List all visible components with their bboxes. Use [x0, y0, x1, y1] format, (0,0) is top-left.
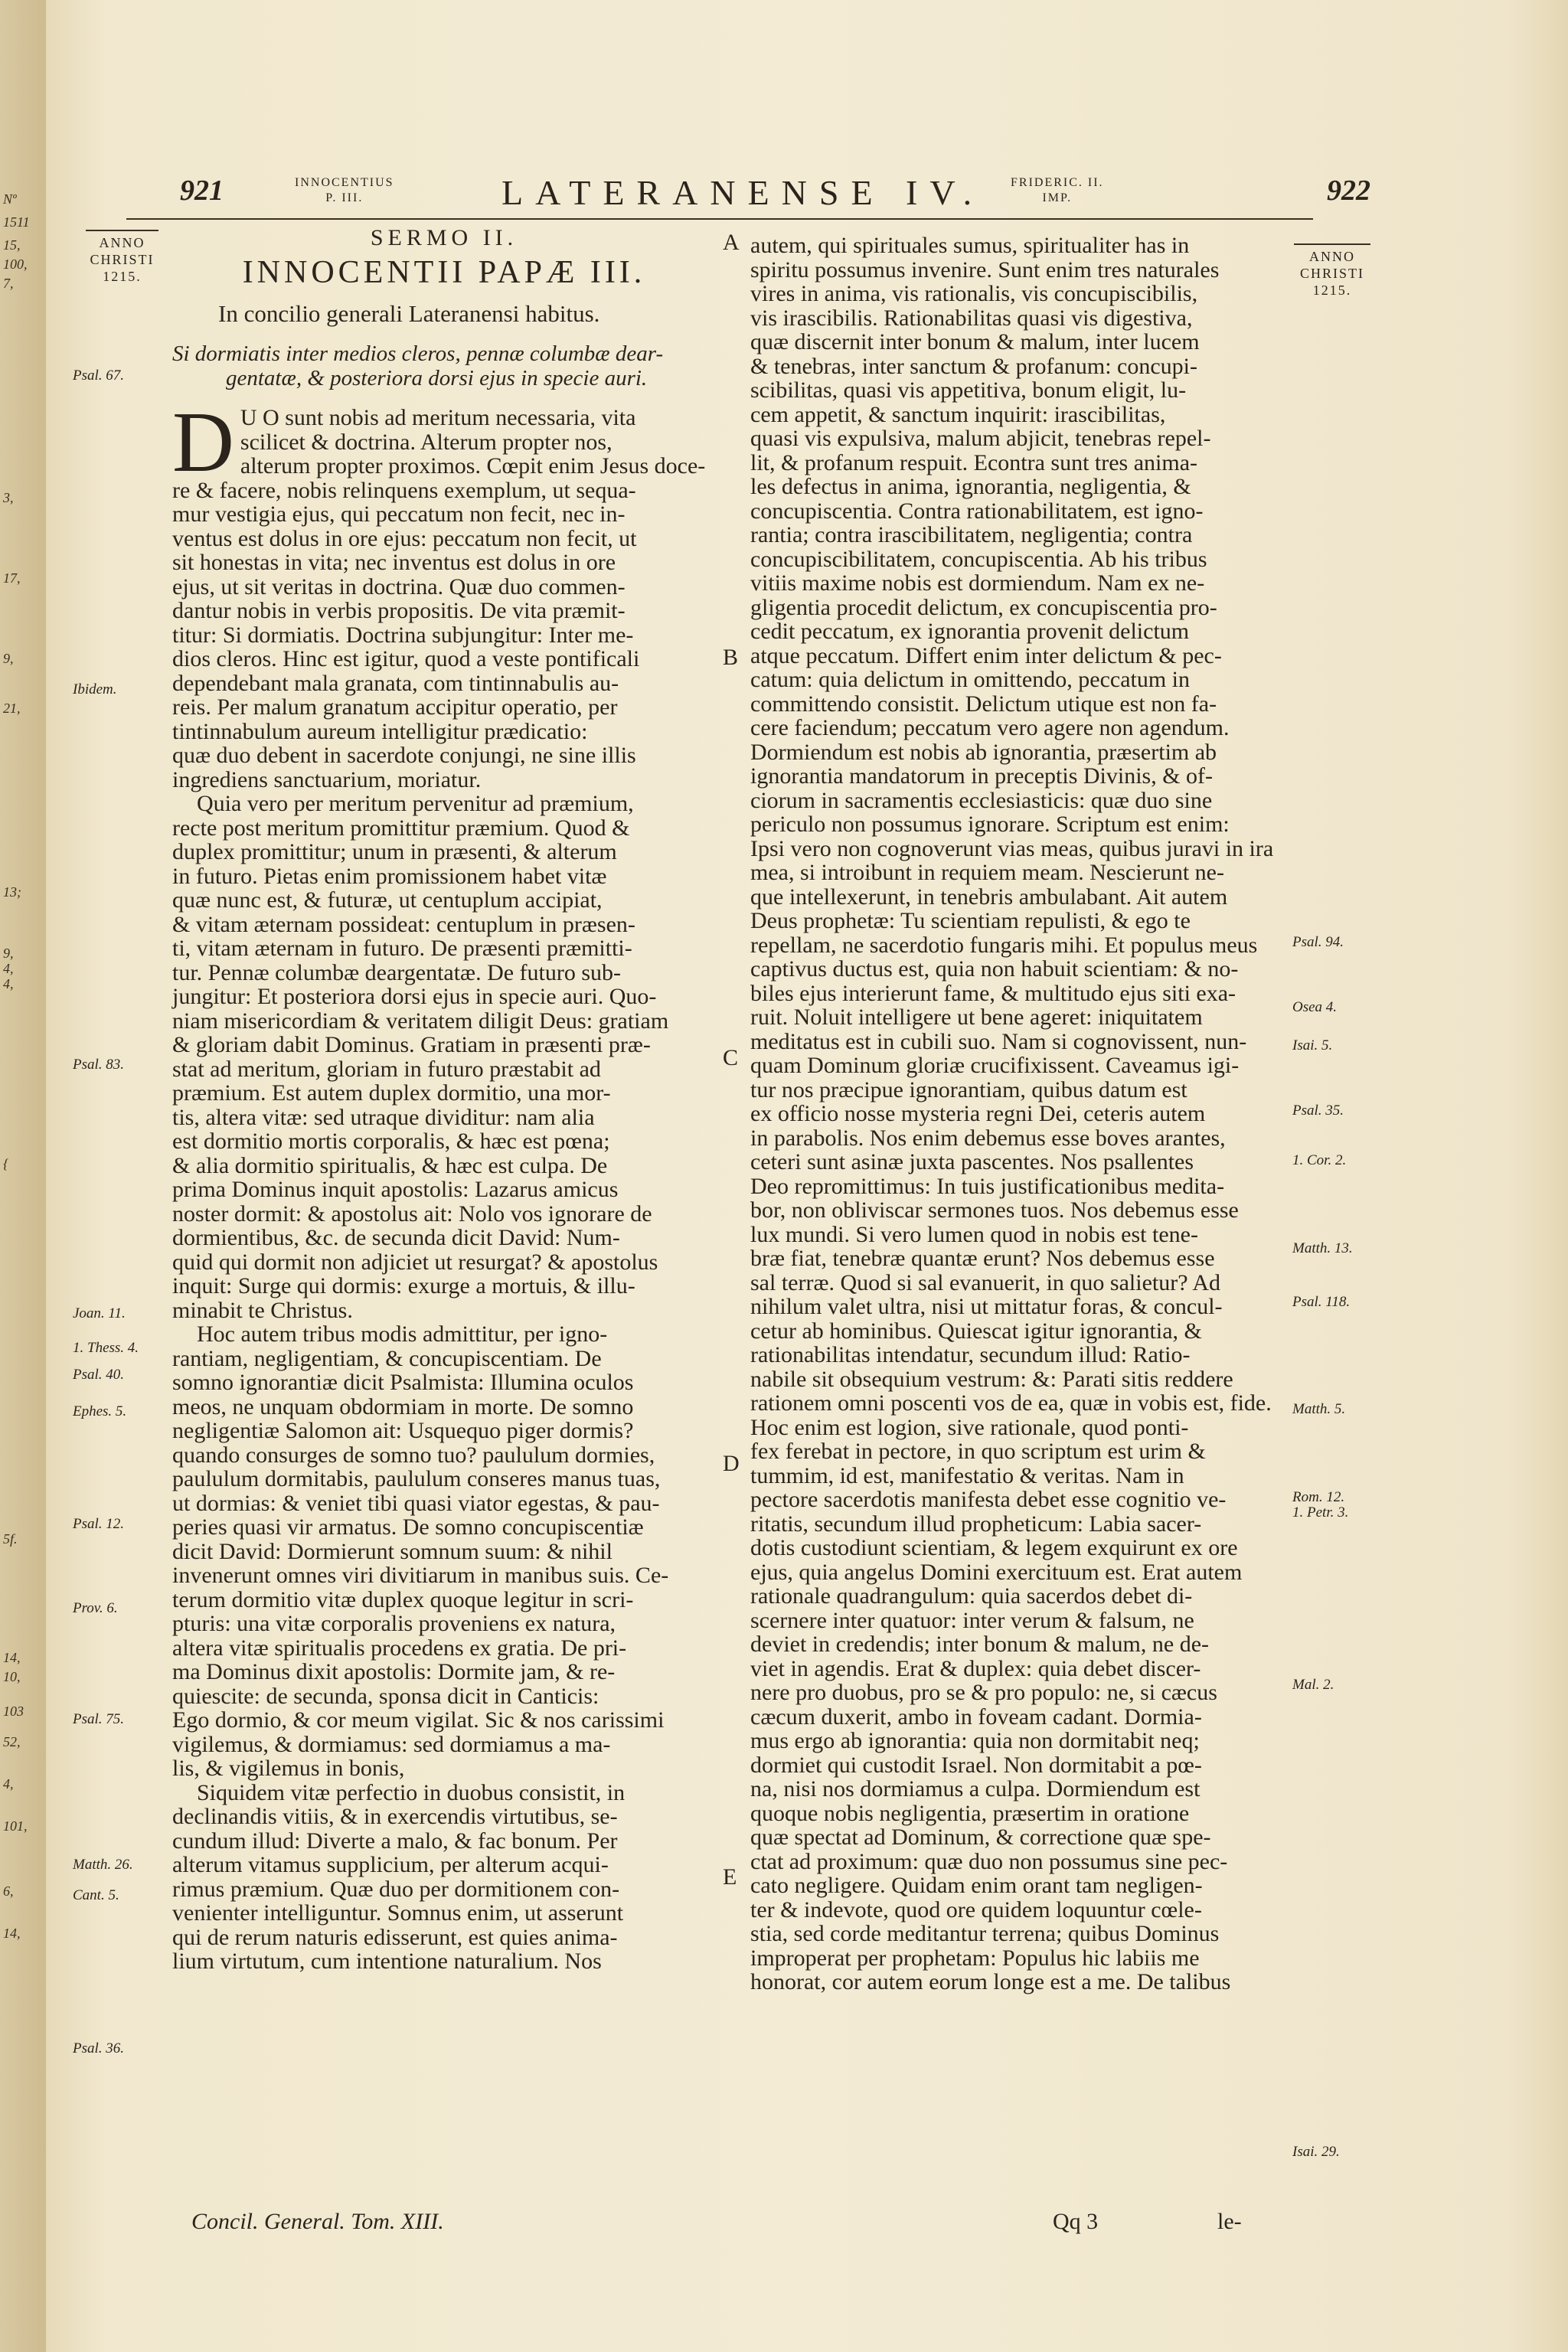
text-line: & tenebras, inter sanctum & profanum: concupi-: [750, 353, 1197, 379]
text-line: honorat, cor autem eorum longe est a me. De talibus: [750, 1969, 1231, 1994]
text-line: paululum dormitabis, paululum conseres manus tuas,: [172, 1466, 661, 1491]
text-line: præmium. Est autem duplex dormitio, una mor-: [172, 1080, 611, 1106]
text-line: periculo non possumus ignorare. Scriptum est enim:: [750, 812, 1230, 837]
text-line: titur: Si dormiatis. Doctrina subjungitur: Inter me-: [172, 622, 634, 648]
text-line: meditatus est in cubili suo. Nam si cognovissent, nun-: [750, 1028, 1247, 1054]
text-line: duplex promittitur; unum in præsenti, & alterum: [172, 839, 617, 864]
text-line: quid qui dormit non adjiciet ut resurgat? & apostolus: [172, 1249, 658, 1275]
text-line: quam Dominum gloriæ crucifixissent. Caveamus igi-: [750, 1053, 1240, 1078]
text-line: concupiscentia. Contra rationabilitatem, est igno-: [750, 498, 1204, 524]
text-line: qui de rerum naturis edisserunt, est quies anima-: [172, 1924, 618, 1950]
text-line: Hoc autem tribus modis admittitur, per igno-: [197, 1321, 608, 1347]
text-line: reis. Per malum granatum accipitur operatio, per: [172, 694, 618, 720]
text-line: ceteri sunt asinæ juxta pascentes. Nos psallentes: [750, 1149, 1194, 1174]
margin-note: Psal. 36.: [73, 2040, 125, 2056]
margin-note: Psal. 35.: [1292, 1102, 1344, 1119]
text-line: ter & indevote, quod ore quidem loquuntur cœle-: [750, 1896, 1202, 1922]
text-line: & gloriam dabit Dominus. Gratiam in præsenti præ-: [172, 1032, 651, 1057]
text-line: rationabilitas intendatur, secundum illud: Ratio-: [750, 1342, 1191, 1367]
previous-page-fragment: 7,: [3, 276, 14, 291]
page-number-left: 921: [180, 175, 224, 207]
text-line: cedit peccatum, ex ignorantia provenit delictum: [750, 619, 1190, 644]
text-line: atque peccatum. Differt enim inter delictum & pec-: [750, 642, 1222, 668]
text-line: re & facere, nobis relinquens exemplum, ut sequa-: [172, 477, 636, 503]
text-line: quæ discernit inter bonum & malum, inter lucem: [750, 329, 1200, 354]
text-line: Hoc enim est logion, sive rationale, quod ponti-: [750, 1414, 1189, 1440]
text-line: quiescite: de secunda, sponsa dicit in Canticis:: [172, 1683, 599, 1709]
text-line: minabit te Christus.: [172, 1297, 353, 1323]
text-line: concupiscibilitatem, concupiscentia. Ab his tribus: [750, 546, 1207, 572]
text-line: & alia dormitio spiritualis, & hæc est culpa. De: [172, 1152, 608, 1178]
text-line: U O sunt nobis ad meritum necessaria, vita: [240, 405, 636, 430]
margin-note: Cant. 5.: [73, 1887, 119, 1903]
text-line: inquit: Surge qui dormis: exurge a mortuis, & illu-: [172, 1273, 635, 1298]
margin-note: Rom. 12.: [1292, 1489, 1345, 1505]
text-line: quæ duo debent in sacerdote conjungi, ne sine illis: [172, 743, 636, 768]
text-line: lux mundi. Si vero lumen quod in nobis est tene-: [750, 1221, 1198, 1247]
margin-note: Ibidem.: [73, 681, 117, 697]
margin-note: Ephes. 5.: [73, 1403, 127, 1419]
text-line: tintinnabulum aureum intelligitur prædicatio:: [172, 718, 588, 744]
text-line: declinandis vitiis, & in exercendis virtutibus, se-: [172, 1804, 618, 1829]
text-line: est dormitio mortis corporalis, & hæc est pœna;: [172, 1129, 610, 1154]
right-text-lines: [750, 234, 1282, 1994]
previous-page-fragment: 101,: [3, 1818, 28, 1834]
margin-note: Joan. 11.: [73, 1305, 126, 1321]
text-line: altera vitæ spiritualis procedens ex gratia. De pri-: [172, 1635, 627, 1661]
text-line: mur vestigia ejus, qui peccatum non fecit, nec in-: [172, 501, 626, 527]
margin-note: Mal. 2.: [1292, 1677, 1334, 1693]
margin-note: Isai. 29.: [1292, 2144, 1340, 2160]
text-line: scilicet & doctrina. Alterum propter nos,: [240, 429, 612, 455]
text-line: spiritu possumus invenire. Sunt enim tres naturales: [750, 256, 1220, 283]
text-line: Ego dormio, & cor meum vigilat. Sic & nos carissimi: [172, 1707, 665, 1733]
left-body: [172, 395, 716, 1974]
right-column: [750, 234, 1282, 1994]
previous-page-fragment: 100,: [3, 256, 28, 272]
text-line: dicit David: Dormierunt somnum suum: & nihil: [172, 1538, 612, 1564]
previous-page-fragment: Nº: [3, 191, 17, 207]
text-line: improperat per prophetam: Populus hic labiis me: [750, 1945, 1200, 1971]
margin-note: Psal. 12.: [73, 1516, 125, 1532]
text-line: repellam, ne sacerdotio fungaris mihi. Et populus meus: [750, 932, 1258, 958]
section-letter: C: [723, 1045, 739, 1070]
text-line: captivus ductus est, quia non habuit scientiam: & no-: [750, 956, 1239, 982]
text-line: tis, altera vitæ: sed utraque dividitur: nam alia: [172, 1104, 595, 1130]
text-line: nere pro duobus, pro se & pro populo: ne, si cæcus: [750, 1680, 1217, 1705]
section-letter: E: [723, 1864, 737, 1890]
text-line: pturis: una vitæ corporalis proveniens ex natura,: [172, 1611, 616, 1636]
text-line: na, nisi nos dormiamus a culpa. Dormiendum est: [750, 1776, 1200, 1802]
margin-note: 1. Petr. 3.: [1292, 1504, 1349, 1521]
footer-volume: Concil. General. Tom. XIII.: [191, 2209, 444, 2234]
previous-page-fragment: 14,: [3, 1926, 21, 1941]
running-header: [126, 172, 1370, 220]
text-line: les defectus in anima, ignorantia, negligentia, &: [750, 474, 1191, 499]
margin-note: Psal. 75.: [73, 1711, 125, 1727]
text-line: prima Dominus inquit apostolis: Lazarus amicus: [172, 1177, 619, 1202]
text-line: meos, ne unquam obdormiam in morte. De somno: [172, 1393, 634, 1419]
text-line: Dormiendum est nobis ab ignorantia, præsertim ab: [750, 739, 1217, 765]
text-line: vis irascibilis. Rationabilitas quasi vis digestiva,: [750, 305, 1193, 331]
running-head-right: FRIDERIC. II. IMP.: [1011, 176, 1104, 204]
text-line: committendo consistit. Delictum utique est non fa-: [750, 691, 1217, 717]
text-line: noster dormit: & apostolus ait: Nolo vos ignorare de: [172, 1200, 652, 1227]
previous-page-edge: [0, 0, 47, 2352]
running-title: LATERANENSE IV.: [501, 173, 985, 212]
text-line: in parabolis. Nos enim debemus esse boves arantes,: [750, 1125, 1226, 1151]
text-line: Quia vero per meritum pervenitur ad præmium,: [197, 791, 634, 816]
margin-note: Psal. 118.: [1292, 1294, 1351, 1310]
text-line: pectore sacerdotis manifesta debet esse cognitio ve-: [750, 1487, 1227, 1512]
text-line: quoque nobis negligentia, præsertim in oratione: [750, 1800, 1190, 1826]
text-line: somno ignorantiæ dicit Psalmista: Illumina oculos: [172, 1370, 634, 1395]
previous-page-fragment: 4,: [3, 976, 14, 991]
text-line: cetur ab hominibus. Quiescat igitur ignorantia, &: [750, 1318, 1202, 1344]
text-line: dependebant mala granata, com tintinnabulis au-: [172, 670, 619, 696]
previous-page-fragment: 103: [3, 1704, 24, 1719]
text-line: vires in anima, vis rationalis, vis concupiscibilis,: [750, 281, 1198, 306]
drop-cap: D: [172, 395, 234, 490]
text-line: quæ nunc est, & futuræ, ut centuplum accipiat,: [172, 887, 603, 913]
previous-page-fragment: 3,: [3, 490, 14, 505]
margin-note: Psal. 83.: [73, 1057, 125, 1073]
text-line: dantur nobis in verbis propositis. De vita præmit-: [172, 598, 626, 623]
previous-page-fragment: 21,: [3, 701, 21, 716]
text-line: rationale quadrangulum: quia sacerdos debet di-: [750, 1583, 1193, 1609]
text-line: vigilemus, & dormiamus: sed dormiamus a ma-: [172, 1731, 611, 1757]
margin-note: Psal. 67.: [73, 368, 125, 384]
text-line: cato negligere. Quidam enim orant tam negligen-: [750, 1873, 1203, 1898]
text-line: nihilum valet ultra, nisi ut mittatur foras, & concul-: [750, 1294, 1223, 1319]
epigraph-line: gentatæ, & posteriora dorsi ejus in specie auri.: [226, 366, 648, 390]
text-line: ingrediens sanctuarium, moriatur.: [172, 766, 482, 792]
text-line: quando consurges de somno tuo? paululum dormies,: [172, 1442, 655, 1468]
text-line: dormientibus, &c. de secunda dicit David: Num-: [172, 1225, 620, 1250]
text-line: scernere inter quatuor: inter verum & falsum, ne: [750, 1607, 1194, 1633]
margin-note: Psal. 94.: [1292, 934, 1344, 950]
section-letter: A: [723, 230, 740, 255]
text-line: Ipsi vero non cognoverunt vias meas, quibus juravi in ira: [750, 835, 1274, 861]
text-line: fex ferebat in pectore, in quo scriptum est urim &: [750, 1439, 1206, 1464]
text-line: lit, & profanum respuit. Econtra sunt tres anima-: [750, 449, 1198, 475]
text-line: quæ spectat ad Dominum, & correctione quæ spe-: [750, 1824, 1211, 1850]
text-line: ruit. Noluit intelligere ut bene ageret: iniquitatem: [750, 1004, 1203, 1030]
text-line: rationem omni poscenti vos de ea, quæ in vobis est, fide.: [750, 1390, 1272, 1416]
footer-signature: Qq 3: [1053, 2209, 1099, 2234]
text-line: lium virtutum, cum intentione naturalium. Nos: [172, 1949, 602, 1974]
text-line: negligentiæ Salomon ait: Usquequo piger dormis?: [172, 1418, 634, 1443]
margin-note: Isai. 5.: [1292, 1037, 1333, 1054]
previous-page-fragment: 9,: [3, 651, 14, 666]
text-line: deviet in credendis; inter bonum & malum, ne de-: [750, 1632, 1210, 1657]
previous-page-fragment: 13;: [3, 884, 21, 900]
sermon-subtitle: In concilio generali Lateranensi habitus.: [218, 300, 600, 327]
text-line: niam misericordiam & veritatem diligit Deus: gratiam: [172, 1008, 669, 1034]
anno-christi-left: ANNO CHRISTI 1215.: [86, 230, 158, 285]
margin-note: Prov. 6.: [73, 1600, 118, 1616]
text-line: peries quasi vir armatus. De somno concupiscentiæ: [172, 1514, 644, 1540]
text-line: tur nos præcipue ignorantiam, quibus datum est: [750, 1076, 1187, 1102]
margin-note: Matth. 26.: [73, 1857, 133, 1873]
previous-page-fragment: 14,: [3, 1650, 21, 1665]
text-line: cundum illud: Diverte a malo, & fac bonum. Per: [172, 1828, 618, 1854]
left-column: [172, 222, 716, 1974]
text-line: cem appetit, & sanctum inquirit: irascibilitas,: [750, 401, 1166, 427]
previous-page-fragment: 15,: [3, 237, 21, 253]
previous-page-fragment: 6,: [3, 1883, 14, 1899]
text-line: terum dormitio vitæ duplex quoque legitur in scri-: [172, 1586, 634, 1612]
margin-note: 1. Cor. 2.: [1292, 1152, 1347, 1168]
previous-page-fragment: 52,: [3, 1734, 21, 1749]
section-letter: D: [723, 1451, 740, 1476]
text-line: ciorum in sacramentis ecclesiasticis: quæ duo sine: [750, 787, 1213, 813]
text-line: ritatis, secundum illud propheticum: Labia sacer-: [750, 1511, 1202, 1537]
text-line: cere faciendum; peccatum vero agere non agendum.: [750, 715, 1230, 740]
text-line: catum: quia delictum in omittendo, peccatum in: [750, 667, 1191, 692]
text-line: bor, non obliviscar sermones tuos. Nos debemus esse: [750, 1197, 1239, 1223]
text-line: dios cleros. Hinc est igitur, quod a veste pontificali: [172, 646, 640, 671]
text-line: cæcum duxerit, ambo in foveam cadant. Dormia-: [750, 1704, 1202, 1730]
text-line: ut dormias: & veniet tibi quasi viator egestas, & pau-: [172, 1490, 660, 1516]
text-line: ejus, quia angelus Domini exercituum est. Erat autem: [750, 1559, 1243, 1585]
epigraph-line: Si dormiatis inter medios cleros, pennæ columbæ dear-: [172, 341, 664, 366]
text-line: tummim, id est, manifestatio & veritas. Nam in: [750, 1462, 1184, 1488]
margin-note: Psal. 40.: [73, 1367, 125, 1383]
text-line: dotis custodiunt scientiam, & legem exquirunt ex ore: [750, 1535, 1238, 1560]
previous-page-fragment: 4,: [3, 961, 14, 976]
text-line: quasi vis expulsiva, malum abjicit, tenebras repel-: [750, 426, 1211, 451]
text-line: Deo repromittimus: In tuis justificationibus medita-: [750, 1173, 1225, 1199]
text-line: bræ fiat, tenebræ quantæ erunt? Nos debemus esse: [750, 1246, 1215, 1271]
text-line: alterum propter proximos. Cœpit enim Jesus doce-: [240, 453, 706, 479]
text-line: recte post meritum promittitur præmium. Quod &: [172, 815, 630, 841]
text-line: ti, vitam æternam in futuro. De præsenti præmitti-: [172, 936, 632, 961]
text-line: rantia; contra irascibilitatem, negligentia; contra: [750, 522, 1193, 547]
previous-page-fragment: 5f.: [3, 1531, 18, 1547]
text-line: scibilitas, quasi vis appetitiva, bonum eligit, lu-: [750, 377, 1187, 403]
text-line: ctat ad proximum: quæ duo non possumus sine pec-: [750, 1848, 1228, 1874]
text-line: jungitur: Et posteriora dorsi ejus in specie auri. Quo-: [172, 984, 657, 1009]
text-line: invenerunt omnes viri divitiarum in manibus suis. Ce-: [172, 1563, 669, 1588]
page-number-right: 922: [1327, 175, 1370, 207]
sermon-title: INNOCENTII PAPÆ III.: [242, 255, 646, 290]
text-line: in futuro. Pietas enim promissionem habet vitæ: [172, 863, 607, 889]
text-line: nabile sit obsequium vestrum: &: Parati sitis reddere: [750, 1366, 1233, 1392]
text-line: venienter intelliguntur. Somnus enim, ut asserunt: [172, 1900, 624, 1926]
text-line: ejus, ut sit veritas in doctrina. Quæ duo commen-: [172, 573, 626, 599]
text-line: viet in agendis. Erat & duplex: quia debet discer-: [750, 1655, 1201, 1681]
text-line: que intellexerunt, in tenebris ambulabant. Ait autem: [750, 884, 1228, 910]
text-line: mea, si introibunt in requiem meam. Nescierunt ne-: [750, 860, 1224, 885]
running-head-left: INNOCENTIUS P. III.: [295, 176, 394, 204]
text-line: mus ergo ab ignorantia: quia non dormitabit neq;: [750, 1728, 1200, 1753]
text-line: rimus præmium. Quæ duo per dormitionem con-: [172, 1876, 620, 1902]
text-line: stia, sed corde meditantur terrena; quibus Dominus: [750, 1921, 1220, 1946]
margin-note: Matth. 5.: [1292, 1401, 1346, 1417]
previous-page-fragment: 4,: [3, 1776, 14, 1792]
text-line: Siquidem vitæ perfectio in duobus consistit, in: [197, 1779, 626, 1805]
footer-catchword: le-: [1217, 2209, 1242, 2234]
text-line: biles ejus interierunt fame, & multitudo ejus siti exa-: [750, 980, 1236, 1006]
margin-note: Osea 4.: [1292, 999, 1338, 1015]
anno-christi-right: ANNO CHRISTI 1215.: [1294, 243, 1370, 299]
previous-page-fragment: 10,: [3, 1669, 21, 1684]
text-line: sit honestas in vita; nec inventus est dolus in ore: [172, 550, 616, 575]
text-line: ventus est dolus in ore ejus: peccatum non fecit, ut: [172, 525, 637, 551]
section-letter: B: [723, 645, 739, 670]
text-line: gligentia procedit delictum, ex concupiscentia pro-: [750, 594, 1217, 620]
text-line: stat ad meritum, gloriam in futuro præstabit ad: [172, 1056, 601, 1082]
margin-note: Matth. 13.: [1292, 1240, 1353, 1256]
text-line: & vitam æternam possideat: centuplum in præsen-: [172, 911, 635, 937]
text-line: lis, & vigilemus in bonis,: [172, 1756, 405, 1781]
sermon-heading: SERMO II.: [370, 225, 518, 250]
text-line: Deus prophetæ: Tu scientiam repulisti, & ego te: [750, 908, 1191, 933]
text-line: vitiis maxime nobis est dormiendum. Nam ex ne-: [750, 570, 1205, 596]
previous-page-fragment: 9,: [3, 946, 14, 961]
text-line: tur. Pennæ columbæ deargentatæ. De futuro sub-: [172, 959, 622, 985]
margin-note: 1. Thess. 4.: [73, 1340, 139, 1356]
text-line: ex officio nosse mysteria regni Dei, ceteris autem: [750, 1101, 1206, 1126]
previous-page-fragment: 1511: [3, 214, 30, 230]
text-line: ignorantia mandatorum in preceptis Divinis, & of-: [750, 763, 1214, 789]
text-line: autem, qui spirituales sumus, spiritualiter has in: [750, 233, 1190, 258]
text-line: rantiam, negligentiam, & concupiscentiam. De: [172, 1345, 602, 1371]
previous-page-fragment: 17,: [3, 570, 21, 586]
text-line: dormiet qui custodit Israel. Non dormitabit a pœ-: [750, 1752, 1202, 1778]
text-line: alterum vitamus supplicium, per alterum acqui-: [172, 1852, 609, 1877]
text-line: sal terræ. Quod si sal evanuerit, in quo salietur? Ad: [750, 1269, 1221, 1295]
previous-page-fragment: {: [3, 1156, 9, 1171]
text-line: ma Dominus dixit apostolis: Dormite jam, & re-: [172, 1659, 616, 1684]
left-text-lines: [172, 395, 716, 1974]
